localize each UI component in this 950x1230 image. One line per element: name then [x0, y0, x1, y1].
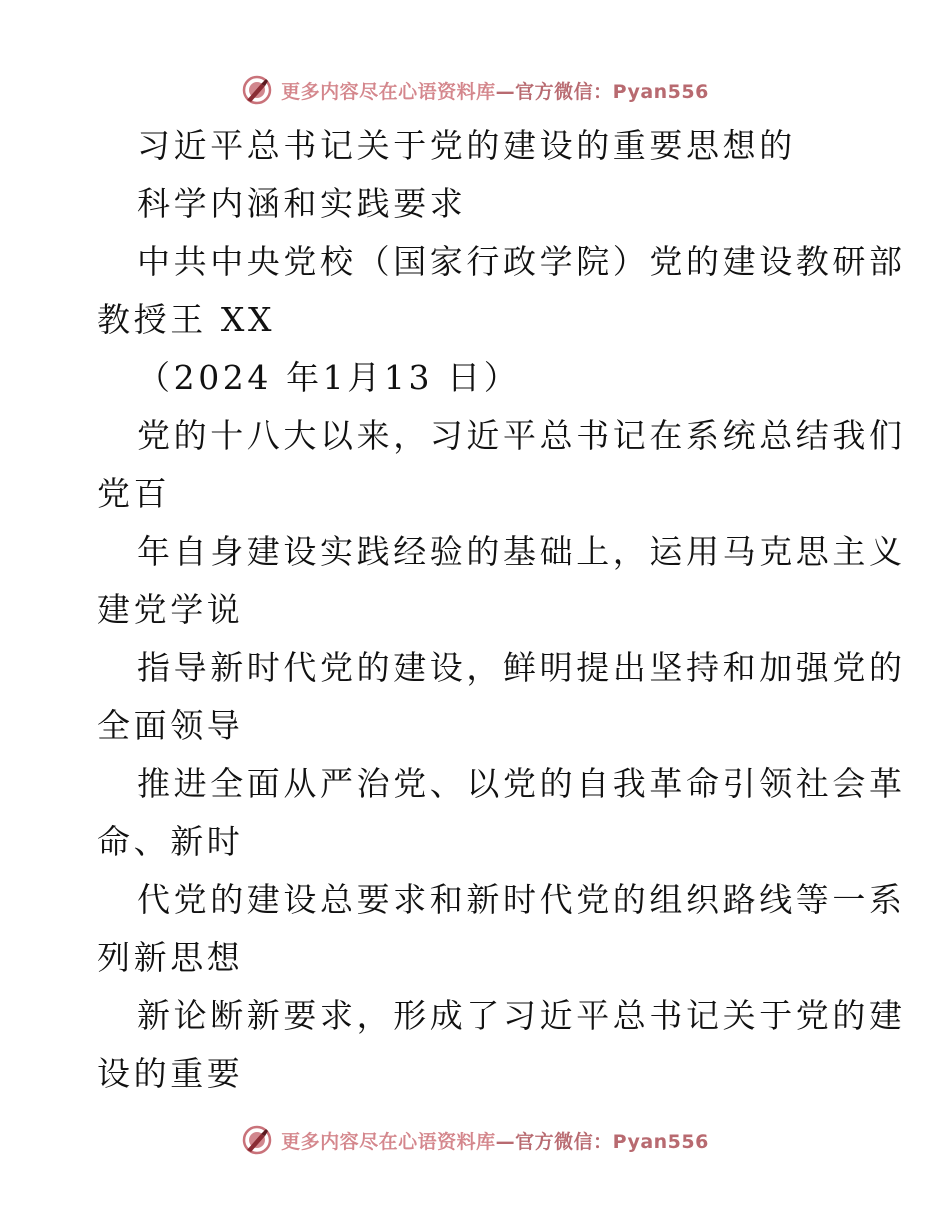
body-line: 新论断新要求，形成了习近平总书记关于党的建	[137, 996, 906, 1035]
watermark-id: Pyan556	[612, 80, 709, 103]
watermark-text	[281, 77, 709, 104]
document-body	[97, 117, 906, 1103]
watermark-text	[281, 1127, 709, 1154]
watermark-main: 更多内容尽在心语资料库	[281, 80, 496, 103]
watermark-separator: —官方微信：	[495, 80, 613, 103]
watermark-id: Pyan556	[612, 1130, 709, 1153]
body-line: 党的十八大以来，习近平总书记在系统总结我们	[137, 416, 906, 455]
watermark-separator: —官方微信：	[495, 1130, 613, 1153]
title-line-2: 科学内涵和实践要求	[137, 184, 467, 223]
body-line: 全面领导	[97, 706, 244, 745]
body-line: 推进全面从严治党、以党的自我革命引领社会革	[137, 764, 906, 803]
body-line: 党百	[97, 474, 171, 513]
pen-logo-icon	[241, 74, 273, 106]
publication-date: （2024 年1月13 日）	[137, 358, 521, 397]
pen-logo-icon	[241, 1124, 273, 1156]
body-line: 命、新时	[97, 822, 244, 861]
author-name: 教授王 XX	[97, 300, 276, 339]
body-line: 设的重要	[97, 1054, 244, 1093]
header-watermark	[0, 70, 950, 110]
title-line-1: 习近平总书记关于党的建设的重要思想的	[137, 126, 796, 165]
footer-watermark	[0, 1120, 950, 1160]
body-line: 列新思想	[97, 938, 244, 977]
body-line: 指导新时代党的建设，鲜明提出坚持和加强党的	[137, 648, 906, 687]
author-affiliation: 中共中央党校（国家行政学院）党的建设教研部	[137, 242, 906, 281]
body-line: 年自身建设实践经验的基础上，运用马克思主义	[137, 532, 906, 571]
body-line: 代党的建设总要求和新时代党的组织路线等一系	[137, 880, 906, 919]
watermark-main: 更多内容尽在心语资料库	[281, 1130, 496, 1153]
body-line: 建党学说	[97, 590, 244, 629]
